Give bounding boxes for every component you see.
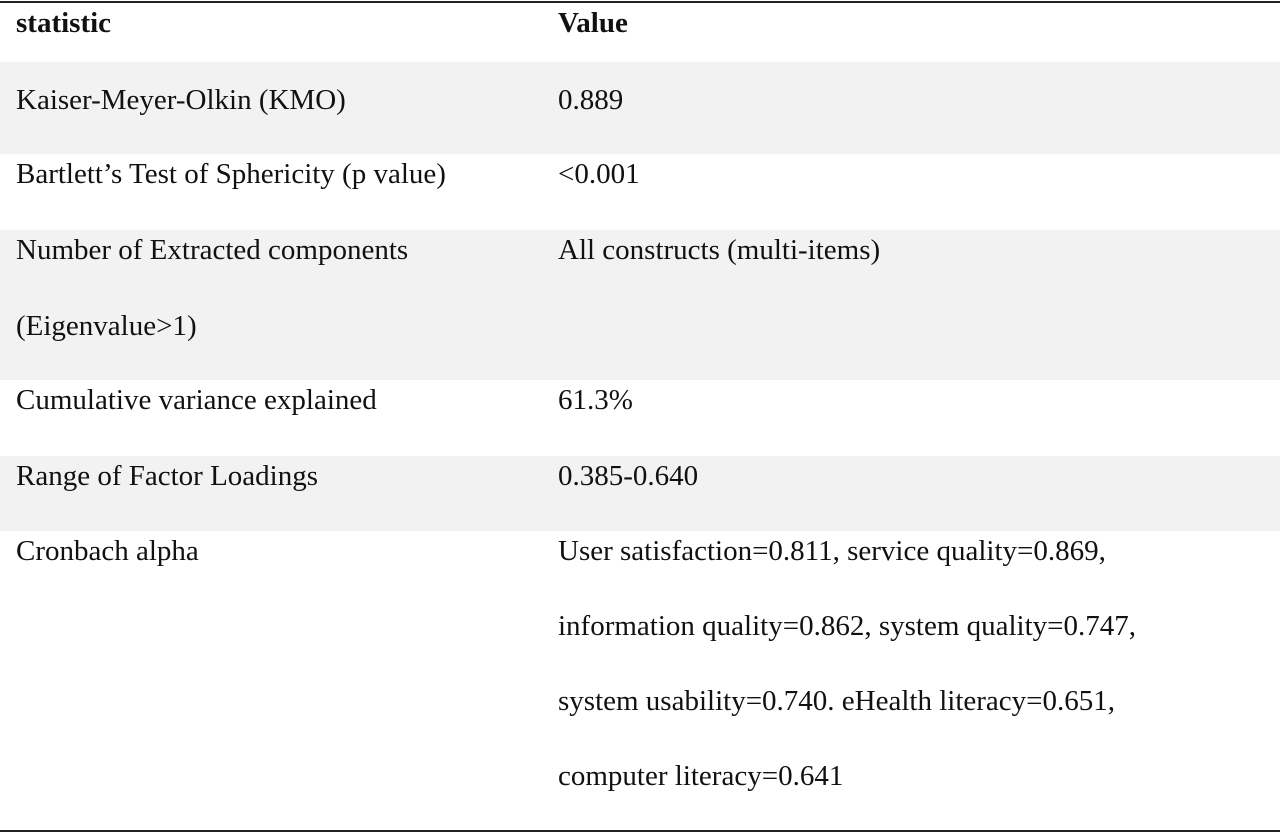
header-statistic: statistic: [16, 7, 112, 39]
table-row-variance: [0, 380, 1280, 456]
cronbach-line1: User satisfaction=0.811, service quality=0.869,: [558, 535, 1106, 567]
table-row-kmo: [0, 62, 1280, 154]
header-value: Value: [558, 7, 628, 39]
cronbach-line3: system usability=0.740. eHealth literacy=0.651,: [558, 685, 1116, 717]
table-row-loadings: [0, 456, 1280, 531]
row-label-kmo: Kaiser-Meyer-Olkin (KMO): [16, 84, 346, 116]
row-value-bartlett: <0.001: [558, 158, 640, 190]
row-label-components-line1: Number of Extracted components: [16, 234, 409, 266]
row-value-kmo: 0.889: [558, 84, 624, 116]
table-row-cronbach: [0, 531, 1280, 827]
row-label-variance: Cumulative variance explained: [16, 384, 377, 416]
row-value-loadings: 0.385-0.640: [558, 460, 699, 492]
row-label-cronbach: Cronbach alpha: [16, 535, 199, 567]
table-bottom-rule: [0, 830, 1280, 832]
table-row-components: [0, 230, 1280, 380]
cronbach-line4: computer literacy=0.641: [558, 760, 844, 792]
row-label-components: [16, 230, 408, 346]
row-value-cronbach: [558, 531, 1136, 796]
row-value-variance: 61.3%: [558, 384, 633, 416]
row-value-components: All constructs (multi-items): [558, 234, 881, 266]
row-label-bartlett: Bartlett’s Test of Sphericity (p value): [16, 158, 446, 190]
row-label-loadings: Range of Factor Loadings: [16, 460, 319, 492]
table-header-row: [0, 0, 1280, 48]
table-row-bartlett: [0, 154, 1280, 230]
cronbach-line2: information quality=0.862, system quality=0.747,: [558, 610, 1137, 642]
row-label-components-line2: (Eigenvalue>1): [16, 310, 197, 342]
